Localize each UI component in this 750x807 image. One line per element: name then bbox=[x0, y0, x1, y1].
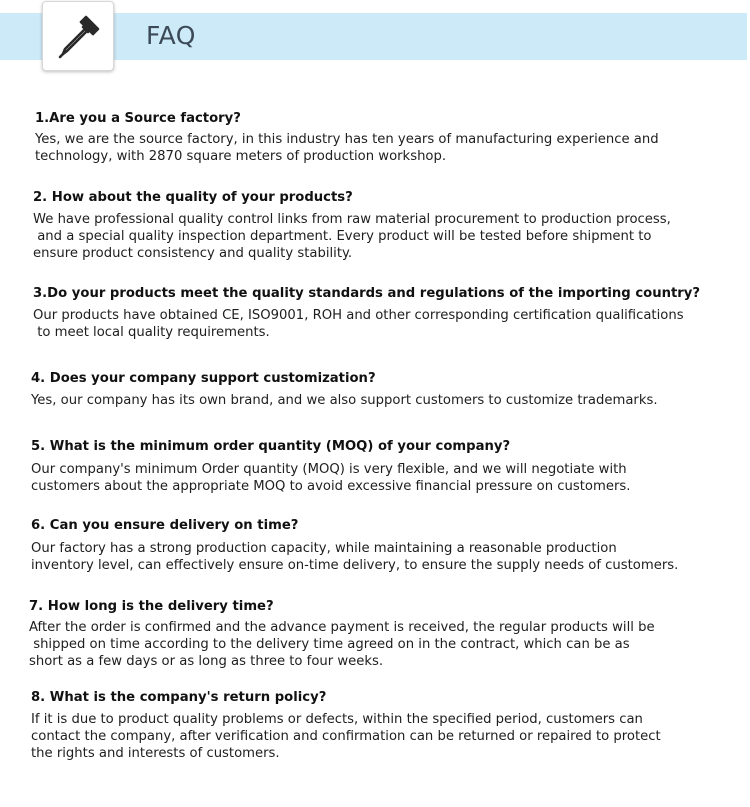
faq-question: 4. Does your company support customization? bbox=[31, 371, 376, 386]
faq-answer: After the order is confirmed and the advance payment is received, the regular products will be shipped on time according to the delivery time agreed on in the contract, which can be as short as a few days or as long as three to four weeks. bbox=[29, 620, 655, 669]
faq-question: 3.Do your products meet the quality standards and regulations of the importing country? bbox=[33, 286, 701, 301]
faq-answer: Our factory has a strong production capacity, while maintaining a reasonable production inventory level, can effectively ensure on-time delivery, to ensure the supply needs of customers. bbox=[31, 541, 679, 573]
faq-item-5 bbox=[31, 438, 721, 495]
faq-item-4 bbox=[31, 370, 721, 409]
faq-answer: Our products have obtained CE, ISO9001, ROH and other corresponding certification qualifications to meet local quality requirements. bbox=[33, 308, 684, 340]
dropper-icon bbox=[53, 10, 105, 62]
faq-question: 8. What is the company's return policy? bbox=[31, 690, 327, 705]
faq-answer: If it is due to product quality problems or defects, within the specified period, customers can contact the company, after verification and confirmation can be returned or repaired to protect the rights and interests of customers. bbox=[31, 712, 661, 761]
faq-answer: Yes, our company has its own brand, and we also support customers to customize trademarks. bbox=[31, 393, 658, 408]
faq-item-7 bbox=[29, 598, 719, 670]
faq-question: 2. How about the quality of your products? bbox=[33, 190, 353, 205]
faq-answer: Our company's minimum Order quantity (MOQ) is very flexible, and we will negotiate with customers about the appropriate MOQ to avoid excessive financial pressure on customers. bbox=[31, 462, 631, 494]
faq-item-2 bbox=[33, 189, 723, 262]
faq-question: 1.Are you a Source factory? bbox=[35, 111, 241, 126]
faq-item-6 bbox=[31, 517, 721, 574]
faq-answer: Yes, we are the source factory, in this industry has ten years of manufacturing experience and technology, with 2870 square meters of production workshop. bbox=[35, 132, 659, 164]
faq-question: 5. What is the minimum order quantity (MOQ) of your company? bbox=[31, 439, 511, 454]
page-title: FAQ bbox=[146, 21, 196, 50]
faq-item-1 bbox=[35, 110, 725, 165]
faq-question: 7. How long is the delivery time? bbox=[29, 599, 274, 614]
faq-answer: We have professional quality control links from raw material procurement to production process, and a special quality inspection department. Every product will be tested before shipment to ensure product consistency and quality stability. bbox=[33, 212, 671, 261]
faq-question: 6. Can you ensure delivery on time? bbox=[31, 518, 299, 533]
header-icon-box bbox=[42, 1, 114, 71]
faq-item-8 bbox=[31, 689, 721, 762]
faq-item-3 bbox=[33, 285, 723, 341]
